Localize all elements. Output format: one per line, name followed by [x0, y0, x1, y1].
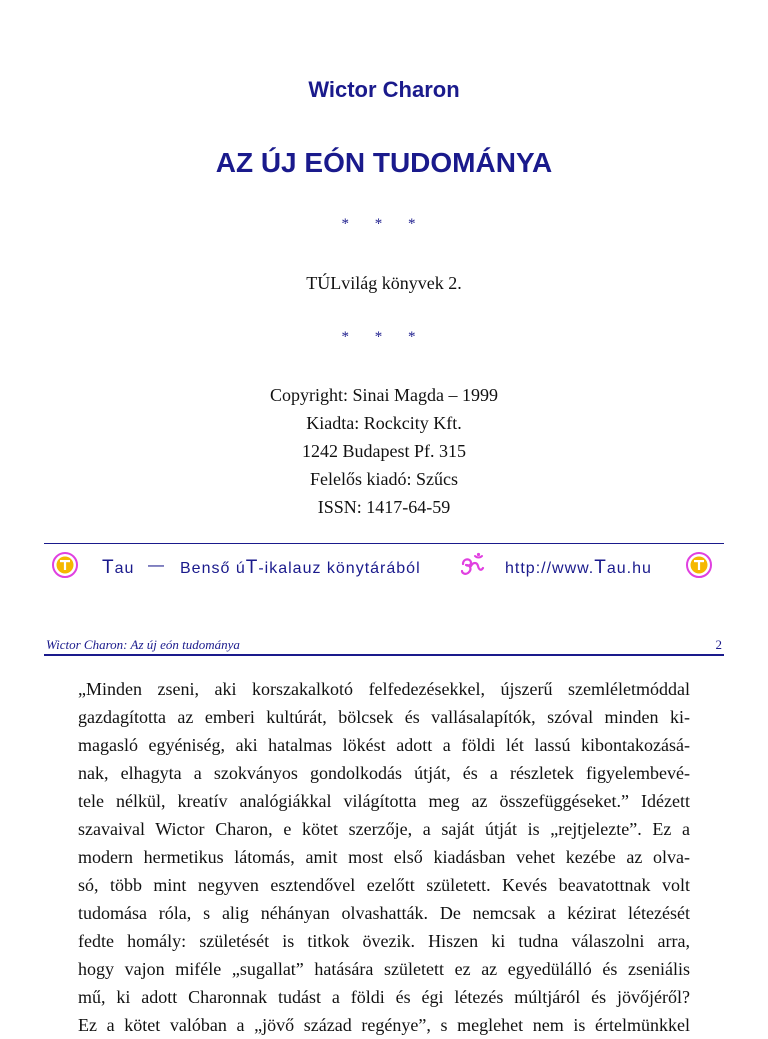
tau-logo-icon: [686, 552, 712, 578]
body-line: fedte homály: születését is titkok övezik. Hiszen ki tudna válaszolni arra,: [78, 931, 690, 951]
om-icon: [459, 552, 485, 578]
separator-top: * * *: [341, 216, 427, 232]
body-line: magasló egyéniség, aki hatalmas lökést adott a földi lét lassú kibontakozásá-: [78, 735, 690, 755]
banner-dash: —: [148, 557, 165, 574]
responsible-publisher-line: Felelős kiadó: Szűcs: [310, 469, 458, 489]
author-name: Wictor Charon: [308, 77, 460, 102]
body-line: modern hermetikus látomás, amit most első kiadásban vehet kezébe az olva-: [78, 847, 690, 867]
tau-logo-icon: [52, 552, 78, 578]
body-line: nak, elhagyta a szokványos gondolkodás útját, és a részletek figyelembevé-: [78, 763, 690, 783]
separator-bottom: * * *: [341, 329, 427, 345]
url-suffix: au.hu: [606, 560, 652, 577]
tau-label: [102, 557, 134, 579]
body-line: gazdagította az emberi kultúrát, bölcsek és vallásalapítók, szóval minden ki-: [78, 707, 690, 727]
tau-banner: [44, 549, 724, 585]
body-line: „Minden zseni, aki korszakalkotó felfedezésekkel, újszerű szemléletmóddal: [78, 679, 690, 699]
page-number: 2: [715, 637, 722, 652]
body-line: szavaival Wictor Charon, e kötet szerzője, a saját útját is „rejtjelezte”. Ez a: [78, 819, 690, 839]
body-line: só, több mint negyven esztendővel ezelőtt született. Kevés beavatottnak volt: [78, 875, 690, 895]
running-header: [46, 637, 722, 653]
address-line: 1242 Budapest Pf. 315: [302, 441, 466, 461]
url-initial: T: [594, 557, 607, 578]
body-line: tudomása róla, s alig néhányan olvashatták. De nemcsak a kézirat létezését: [78, 903, 690, 923]
issn-line: ISSN: 1417-64-59: [317, 497, 451, 517]
header-rule: [44, 654, 724, 656]
url-prefix: http://www.: [505, 560, 595, 577]
body-line: mű, ki adott Charonnak tudást a földi és égi létezés múltjáról és jövőjéről?: [78, 987, 690, 1007]
body-paragraph: [78, 675, 690, 1039]
publisher-line: Kiadta: Rockcity Kft.: [306, 413, 462, 433]
body-line: Ez a kötet valóban a „jövő század regénye”, s meglehet nem is értelmünkkel: [78, 1015, 690, 1035]
guide-initial: T: [245, 557, 259, 578]
guide-label: [180, 557, 421, 579]
running-header-title: Wictor Charon: Az új eón tudománya: [46, 637, 240, 652]
guide-suffix: -ikalauz könytárából: [258, 560, 421, 577]
tau-initial: T: [102, 557, 115, 578]
body-line: tele nélkül, kreatív analógiákkal világította meg az összefüggéseket.” Idézett: [78, 791, 690, 811]
copyright-block: [0, 381, 768, 521]
tau-website-link[interactable]: [505, 557, 652, 579]
copyright-line: Copyright: Sinai Magda – 1999: [270, 385, 498, 405]
body-line: hogy vajon miféle „sugallat” hatására született ez az egyedülálló és zseniális: [78, 959, 690, 979]
book-title: AZ ÚJ EÓN TUDOMÁNYA: [215, 147, 553, 178]
guide-prefix: Benső ú: [180, 560, 246, 577]
tau-rest: au: [114, 560, 135, 577]
series-name: TÚLvilág könyvek 2.: [306, 273, 462, 293]
banner-rule: [44, 543, 724, 544]
